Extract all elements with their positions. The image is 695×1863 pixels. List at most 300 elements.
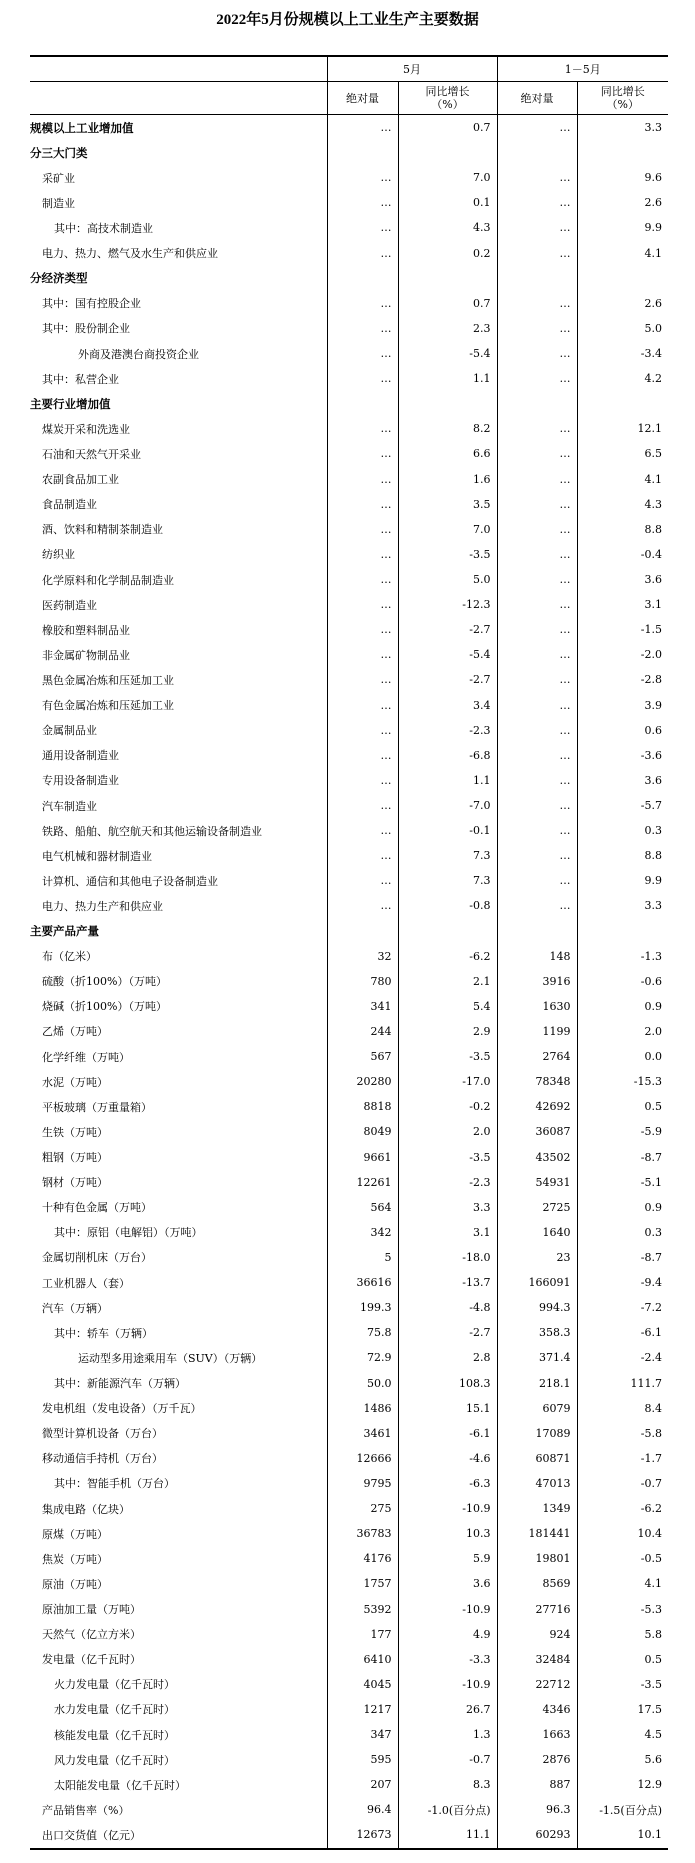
value-abs-ytd: … xyxy=(497,441,577,466)
value-abs-ytd: 1630 xyxy=(497,994,577,1019)
value-abs-ytd: 1640 xyxy=(497,1220,577,1245)
table-row xyxy=(30,1672,668,1697)
row-label: 计算机、通信和其他电子设备制造业 xyxy=(42,874,218,888)
value-yoy-ytd: -2.0 xyxy=(577,642,668,667)
table-row xyxy=(30,215,668,240)
row-label: 十种有色金属（万吨） xyxy=(42,1201,152,1215)
value-abs-may: 12666 xyxy=(327,1446,398,1471)
value-yoy-ytd: 5.0 xyxy=(577,316,668,341)
value-yoy-ytd: 4.1 xyxy=(577,241,668,266)
row-label: 其中：高技术制造业 xyxy=(54,221,153,235)
table-row xyxy=(30,818,668,843)
value-yoy-may: -13.7 xyxy=(398,1270,497,1295)
value-abs-may: 9795 xyxy=(327,1471,398,1496)
value-yoy-ytd: -2.4 xyxy=(577,1345,668,1370)
table-row xyxy=(30,1622,668,1647)
value-yoy-may: 7.3 xyxy=(398,843,497,868)
value-abs-ytd: 2876 xyxy=(497,1747,577,1772)
value-abs-ytd: 994.3 xyxy=(497,1295,577,1320)
value-abs-ytd: 3916 xyxy=(497,969,577,994)
value-abs-ytd xyxy=(497,266,577,291)
value-yoy-ytd: 3.1 xyxy=(577,592,668,617)
value-abs-may: 12673 xyxy=(327,1822,398,1848)
value-yoy-may: 2.0 xyxy=(398,1119,497,1144)
value-yoy-may: 0.7 xyxy=(398,291,497,316)
table-row xyxy=(30,1245,668,1270)
row-label: 原煤（万吨） xyxy=(42,1527,108,1541)
row-label: 硫酸（折100%）（万吨） xyxy=(42,975,167,989)
row-label: 水力发电量（亿千瓦时） xyxy=(54,1703,175,1717)
table-row xyxy=(30,291,668,316)
value-yoy-may xyxy=(398,140,497,165)
row-label: 外商及港澳台商投资企业 xyxy=(78,347,199,361)
value-yoy-may: -3.5 xyxy=(398,1144,497,1169)
table-row xyxy=(30,1797,668,1822)
row-label: 移动通信手持机（万台） xyxy=(42,1452,163,1466)
value-abs-may: 780 xyxy=(327,969,398,994)
table-row xyxy=(30,843,668,868)
value-yoy-may: 3.6 xyxy=(398,1571,497,1596)
section-row xyxy=(30,266,668,291)
value-abs-may: 177 xyxy=(327,1622,398,1647)
value-yoy-ytd: -9.4 xyxy=(577,1270,668,1295)
table-row xyxy=(30,642,668,667)
section-row xyxy=(30,919,668,944)
row-label: 非金属矿物制品业 xyxy=(42,648,130,662)
value-abs-ytd: 17089 xyxy=(497,1421,577,1446)
value-yoy-may xyxy=(398,266,497,291)
value-abs-ytd: … xyxy=(497,416,577,441)
header-abs-may: 绝对量 xyxy=(327,82,398,115)
table-row xyxy=(30,492,668,517)
row-label: 汽车（万辆） xyxy=(42,1301,108,1315)
value-abs-may: 567 xyxy=(327,1044,398,1069)
value-yoy-ytd: 3.6 xyxy=(577,768,668,793)
table-row xyxy=(30,994,668,1019)
value-yoy-ytd: 17.5 xyxy=(577,1697,668,1722)
value-abs-may: 36783 xyxy=(327,1521,398,1546)
value-abs-may: 12261 xyxy=(327,1170,398,1195)
value-abs-may: … xyxy=(327,592,398,617)
row-label: 粗钢（万吨） xyxy=(42,1151,108,1165)
row-label: 金属切削机床（万台） xyxy=(42,1251,152,1265)
value-yoy-may: -10.9 xyxy=(398,1672,497,1697)
row-label: 原油加工量（万吨） xyxy=(42,1603,141,1616)
table-row xyxy=(30,542,668,567)
row-label: 橡胶和塑料制品业 xyxy=(42,623,130,637)
table-row xyxy=(30,1722,668,1747)
value-abs-may: … xyxy=(327,793,398,818)
table-row xyxy=(30,944,668,969)
value-yoy-ytd: -1.5(百分点) xyxy=(577,1797,668,1822)
header-label-blank xyxy=(30,82,327,115)
value-abs-may: 595 xyxy=(327,1747,398,1772)
value-yoy-may: -0.8 xyxy=(398,893,497,918)
value-yoy-ytd: 0.5 xyxy=(577,1647,668,1672)
value-yoy-ytd: 12.1 xyxy=(577,416,668,441)
row-label: 医药制造业 xyxy=(42,598,97,612)
value-abs-may: 8049 xyxy=(327,1119,398,1144)
value-abs-may: 244 xyxy=(327,1019,398,1044)
value-abs-may: 275 xyxy=(327,1496,398,1521)
row-label: 运动型多用途乘用车（SUV）（万辆） xyxy=(78,1351,263,1365)
value-yoy-ytd: 9.9 xyxy=(577,868,668,893)
value-abs-may: … xyxy=(327,115,398,141)
table-row xyxy=(30,1496,668,1521)
table-row xyxy=(30,1446,668,1471)
row-label: 石油和天然气开采业 xyxy=(42,447,141,461)
row-label: 其中：私营企业 xyxy=(42,372,119,386)
value-yoy-may: 2.3 xyxy=(398,316,497,341)
value-abs-may: … xyxy=(327,165,398,190)
table-row xyxy=(30,1094,668,1119)
value-yoy-ytd: 3.6 xyxy=(577,567,668,592)
table-row xyxy=(30,1421,668,1446)
value-yoy-ytd: 111.7 xyxy=(577,1370,668,1395)
row-label: 发电量（亿千瓦时） xyxy=(42,1653,141,1667)
value-yoy-may: 2.8 xyxy=(398,1345,497,1370)
value-abs-ytd: … xyxy=(497,693,577,718)
value-yoy-ytd: -5.8 xyxy=(577,1421,668,1446)
value-abs-ytd: 2764 xyxy=(497,1044,577,1069)
value-yoy-ytd: 10.4 xyxy=(577,1521,668,1546)
value-yoy-may: -3.5 xyxy=(398,1044,497,1069)
table-row xyxy=(30,567,668,592)
row-label: 纺织业 xyxy=(42,548,75,562)
value-abs-ytd: … xyxy=(497,868,577,893)
value-yoy-ytd: -0.6 xyxy=(577,969,668,994)
value-abs-ytd: … xyxy=(497,667,577,692)
value-yoy-may: 5.9 xyxy=(398,1546,497,1571)
value-abs-ytd: 78348 xyxy=(497,1069,577,1094)
value-yoy-ytd: 0.0 xyxy=(577,1044,668,1069)
value-yoy-ytd: 9.9 xyxy=(577,215,668,240)
value-yoy-ytd: 8.8 xyxy=(577,843,668,868)
value-abs-ytd: 8569 xyxy=(497,1571,577,1596)
row-label: 黑色金属冶炼和压延加工业 xyxy=(42,673,174,687)
value-abs-may: 1486 xyxy=(327,1396,398,1421)
value-yoy-may: 108.3 xyxy=(398,1370,497,1395)
value-yoy-may: -2.7 xyxy=(398,667,497,692)
table-row xyxy=(30,1270,668,1295)
value-yoy-may: 5.0 xyxy=(398,567,497,592)
value-abs-ytd: … xyxy=(497,642,577,667)
table-row xyxy=(30,1295,668,1320)
table-row xyxy=(30,1345,668,1370)
value-abs-may xyxy=(327,919,398,944)
value-yoy-ytd: -5.1 xyxy=(577,1170,668,1195)
table-row xyxy=(30,341,668,366)
value-abs-may xyxy=(327,391,398,416)
row-label: 集成电路（亿块） xyxy=(42,1502,130,1516)
value-abs-may: 9661 xyxy=(327,1144,398,1169)
row-label: 原油（万吨） xyxy=(42,1577,108,1591)
value-yoy-may: 4.3 xyxy=(398,215,497,240)
value-abs-may: … xyxy=(327,366,398,391)
value-yoy-may: 3.4 xyxy=(398,693,497,718)
value-abs-ytd: … xyxy=(497,366,577,391)
value-abs-may: 3461 xyxy=(327,1421,398,1446)
value-abs-ytd: 32484 xyxy=(497,1647,577,1672)
value-yoy-ytd: 12.9 xyxy=(577,1772,668,1797)
value-yoy-ytd: -2.8 xyxy=(577,667,668,692)
row-label: 汽车制造业 xyxy=(42,799,97,813)
value-yoy-ytd: -6.2 xyxy=(577,1496,668,1521)
value-yoy-ytd: -7.2 xyxy=(577,1295,668,1320)
row-label: 核能发电量（亿千瓦时） xyxy=(54,1728,175,1742)
value-abs-ytd: … xyxy=(497,291,577,316)
value-abs-ytd: 1199 xyxy=(497,1019,577,1044)
row-label: 其中：原铝（电解铝）（万吨） xyxy=(54,1226,203,1240)
value-yoy-may: -18.0 xyxy=(398,1245,497,1270)
table-row xyxy=(30,592,668,617)
value-abs-may: 199.3 xyxy=(327,1295,398,1320)
header-abs-ytd: 绝对量 xyxy=(497,82,577,115)
value-yoy-ytd: 9.6 xyxy=(577,165,668,190)
value-yoy-may: 5.4 xyxy=(398,994,497,1019)
row-label: 酒、饮料和精制茶制造业 xyxy=(42,523,163,537)
value-abs-ytd: 23 xyxy=(497,1245,577,1270)
value-abs-may: … xyxy=(327,190,398,215)
value-yoy-ytd: 4.2 xyxy=(577,366,668,391)
value-yoy-may: 7.0 xyxy=(398,165,497,190)
value-abs-ytd: 2725 xyxy=(497,1195,577,1220)
row-label: 主要行业增加值 xyxy=(30,396,111,411)
table-row xyxy=(30,617,668,642)
value-abs-may: 564 xyxy=(327,1195,398,1220)
section-row xyxy=(30,391,668,416)
value-yoy-may: 0.7 xyxy=(398,115,497,141)
table-row xyxy=(30,1571,668,1596)
value-abs-ytd: 358.3 xyxy=(497,1320,577,1345)
value-yoy-may: 1.6 xyxy=(398,467,497,492)
value-abs-may: 50.0 xyxy=(327,1370,398,1395)
value-yoy-may: -6.2 xyxy=(398,944,497,969)
value-abs-ytd xyxy=(497,140,577,165)
value-abs-ytd: … xyxy=(497,617,577,642)
value-abs-may: … xyxy=(327,517,398,542)
value-abs-ytd: 1349 xyxy=(497,1496,577,1521)
value-abs-may: … xyxy=(327,291,398,316)
value-abs-may: … xyxy=(327,341,398,366)
row-label: 水泥（万吨） xyxy=(42,1075,108,1089)
value-yoy-ytd: 0.3 xyxy=(577,1220,668,1245)
row-label: 煤炭开采和洗选业 xyxy=(42,422,130,436)
table-row xyxy=(30,1144,668,1169)
value-abs-ytd: 181441 xyxy=(497,1521,577,1546)
table-row xyxy=(30,1170,668,1195)
row-label: 布（亿米） xyxy=(42,950,97,964)
table-row xyxy=(30,1521,668,1546)
value-abs-may: 6410 xyxy=(327,1647,398,1672)
value-yoy-ytd: 2.6 xyxy=(577,291,668,316)
value-yoy-ytd: -8.7 xyxy=(577,1144,668,1169)
value-abs-ytd: 6079 xyxy=(497,1396,577,1421)
value-abs-may: … xyxy=(327,567,398,592)
row-label: 食品制造业 xyxy=(42,498,97,512)
value-abs-ytd: … xyxy=(497,467,577,492)
value-abs-may: … xyxy=(327,667,398,692)
row-label: 发电机组（发电设备）（万千瓦） xyxy=(42,1402,202,1416)
value-abs-may: … xyxy=(327,492,398,517)
value-abs-may: 36616 xyxy=(327,1270,398,1295)
value-abs-may: … xyxy=(327,642,398,667)
value-abs-ytd: … xyxy=(497,718,577,743)
header-yoy-line2: （%） xyxy=(431,98,464,111)
value-abs-may: 347 xyxy=(327,1722,398,1747)
row-label: 电力、热力、燃气及水生产和供应业 xyxy=(42,247,218,261)
value-yoy-ytd xyxy=(577,140,668,165)
table-row xyxy=(30,693,668,718)
header-yoy-line1: 同比增长 xyxy=(600,85,645,98)
value-abs-may: 1217 xyxy=(327,1697,398,1722)
table-row xyxy=(30,1370,668,1395)
value-abs-may: … xyxy=(327,316,398,341)
value-abs-ytd: 1663 xyxy=(497,1722,577,1747)
value-yoy-may: -4.8 xyxy=(398,1295,497,1320)
row-label: 其中：轿车（万辆） xyxy=(54,1326,153,1340)
row-label: 金属制品业 xyxy=(42,724,97,738)
row-label: 有色金属冶炼和压延加工业 xyxy=(42,699,174,713)
header-yoy-ytd xyxy=(577,82,668,115)
value-abs-ytd: 36087 xyxy=(497,1119,577,1144)
value-abs-ytd: 218.1 xyxy=(497,1370,577,1395)
value-yoy-ytd: 8.8 xyxy=(577,517,668,542)
table-row xyxy=(30,718,668,743)
value-abs-may: 72.9 xyxy=(327,1345,398,1370)
value-yoy-ytd: -3.6 xyxy=(577,743,668,768)
industrial-data-table xyxy=(30,55,668,1850)
value-yoy-may: -12.3 xyxy=(398,592,497,617)
table-row xyxy=(30,165,668,190)
value-abs-ytd: 96.3 xyxy=(497,1797,577,1822)
value-yoy-may: 2.9 xyxy=(398,1019,497,1044)
value-yoy-ytd: 5.8 xyxy=(577,1622,668,1647)
value-yoy-ytd: 6.5 xyxy=(577,441,668,466)
page-title: 2022年5月份规模以上工业生产主要数据 xyxy=(216,12,479,28)
value-abs-ytd: … xyxy=(497,743,577,768)
value-yoy-may: -4.6 xyxy=(398,1446,497,1471)
value-yoy-may: 0.1 xyxy=(398,190,497,215)
value-abs-ytd: 54931 xyxy=(497,1170,577,1195)
header-yoy-line2: （%） xyxy=(606,98,639,111)
value-abs-may: … xyxy=(327,467,398,492)
row-label: 微型计算机设备（万台） xyxy=(42,1427,163,1441)
value-abs-ytd: … xyxy=(497,567,577,592)
value-abs-may: 32 xyxy=(327,944,398,969)
table-row xyxy=(30,517,668,542)
value-abs-ytd: 887 xyxy=(497,1772,577,1797)
value-yoy-ytd: -1.5 xyxy=(577,617,668,642)
section-row xyxy=(30,140,668,165)
table-body xyxy=(30,115,668,1849)
row-label: 制造业 xyxy=(42,196,75,210)
value-abs-may: 8818 xyxy=(327,1094,398,1119)
row-label: 乙烯（万吨） xyxy=(42,1025,108,1039)
value-abs-ytd: … xyxy=(497,215,577,240)
value-yoy-ytd: 10.1 xyxy=(577,1822,668,1848)
row-label: 分三大门类 xyxy=(30,145,88,160)
value-yoy-may: 1.1 xyxy=(398,366,497,391)
value-yoy-ytd: 3.3 xyxy=(577,115,668,141)
value-abs-ytd: 60293 xyxy=(497,1822,577,1848)
row-label: 通用设备制造业 xyxy=(42,749,119,763)
value-abs-may: … xyxy=(327,893,398,918)
value-yoy-ytd: 0.3 xyxy=(577,818,668,843)
value-yoy-may: -0.2 xyxy=(398,1094,497,1119)
value-abs-may: … xyxy=(327,743,398,768)
header-group-may: 5月 xyxy=(327,56,497,82)
value-yoy-may: 8.2 xyxy=(398,416,497,441)
value-yoy-may: 7.3 xyxy=(398,868,497,893)
table-row xyxy=(30,316,668,341)
value-abs-ytd: 42692 xyxy=(497,1094,577,1119)
table-row xyxy=(30,893,668,918)
table-row xyxy=(30,1471,668,1496)
table-row xyxy=(30,1396,668,1421)
value-yoy-ytd: -6.1 xyxy=(577,1320,668,1345)
value-yoy-may: 4.9 xyxy=(398,1622,497,1647)
value-yoy-may: -2.3 xyxy=(398,718,497,743)
value-abs-ytd: 47013 xyxy=(497,1471,577,1496)
value-abs-ytd: 43502 xyxy=(497,1144,577,1169)
row-label: 铁路、船舶、航空航天和其他运输设备制造业 xyxy=(42,824,262,838)
header-yoy-line1: 同比增长 xyxy=(425,85,470,98)
value-yoy-ytd: 3.3 xyxy=(577,893,668,918)
value-yoy-ytd: -8.7 xyxy=(577,1245,668,1270)
value-abs-may: … xyxy=(327,868,398,893)
value-yoy-may: -6.3 xyxy=(398,1471,497,1496)
row-label: 主要产品产量 xyxy=(30,924,99,939)
row-label: 平板玻璃（万重量箱） xyxy=(42,1100,152,1114)
value-abs-ytd: … xyxy=(497,893,577,918)
table-row xyxy=(30,1119,668,1144)
value-yoy-ytd: -1.7 xyxy=(577,1446,668,1471)
value-abs-ytd: 4346 xyxy=(497,1697,577,1722)
table-row xyxy=(30,1747,668,1772)
row-label: 产品销售率（%） xyxy=(42,1803,130,1817)
value-yoy-may: -17.0 xyxy=(398,1069,497,1094)
value-yoy-may: 1.3 xyxy=(398,1722,497,1747)
value-abs-may: 207 xyxy=(327,1772,398,1797)
row-label: 化学原料和化学制品制造业 xyxy=(42,573,174,587)
value-yoy-may: 0.2 xyxy=(398,241,497,266)
value-yoy-ytd: 3.9 xyxy=(577,693,668,718)
row-label: 其中：股份制企业 xyxy=(42,322,130,336)
value-abs-may: … xyxy=(327,843,398,868)
value-abs-may: … xyxy=(327,215,398,240)
value-abs-may: … xyxy=(327,718,398,743)
row-label: 电气机械和器材制造业 xyxy=(42,849,152,863)
row-label: 出口交货值（亿元） xyxy=(30,1822,327,1848)
value-abs-may: … xyxy=(327,768,398,793)
value-yoy-ytd: 4.1 xyxy=(577,1571,668,1596)
row-label: 钢材（万吨） xyxy=(42,1176,108,1190)
value-abs-ytd: … xyxy=(497,592,577,617)
value-yoy-may: -6.8 xyxy=(398,743,497,768)
row-label: 采矿业 xyxy=(42,171,75,185)
value-abs-ytd: … xyxy=(497,165,577,190)
header-yoy-may xyxy=(398,82,497,115)
value-abs-ytd: … xyxy=(497,341,577,366)
value-abs-may: … xyxy=(327,416,398,441)
section-row xyxy=(30,115,668,141)
table-row xyxy=(30,1546,668,1571)
value-yoy-ytd: 0.5 xyxy=(577,1094,668,1119)
value-abs-ytd: … xyxy=(497,115,577,141)
value-yoy-may: 11.1 xyxy=(398,1822,497,1848)
value-yoy-ytd: -0.5 xyxy=(577,1546,668,1571)
